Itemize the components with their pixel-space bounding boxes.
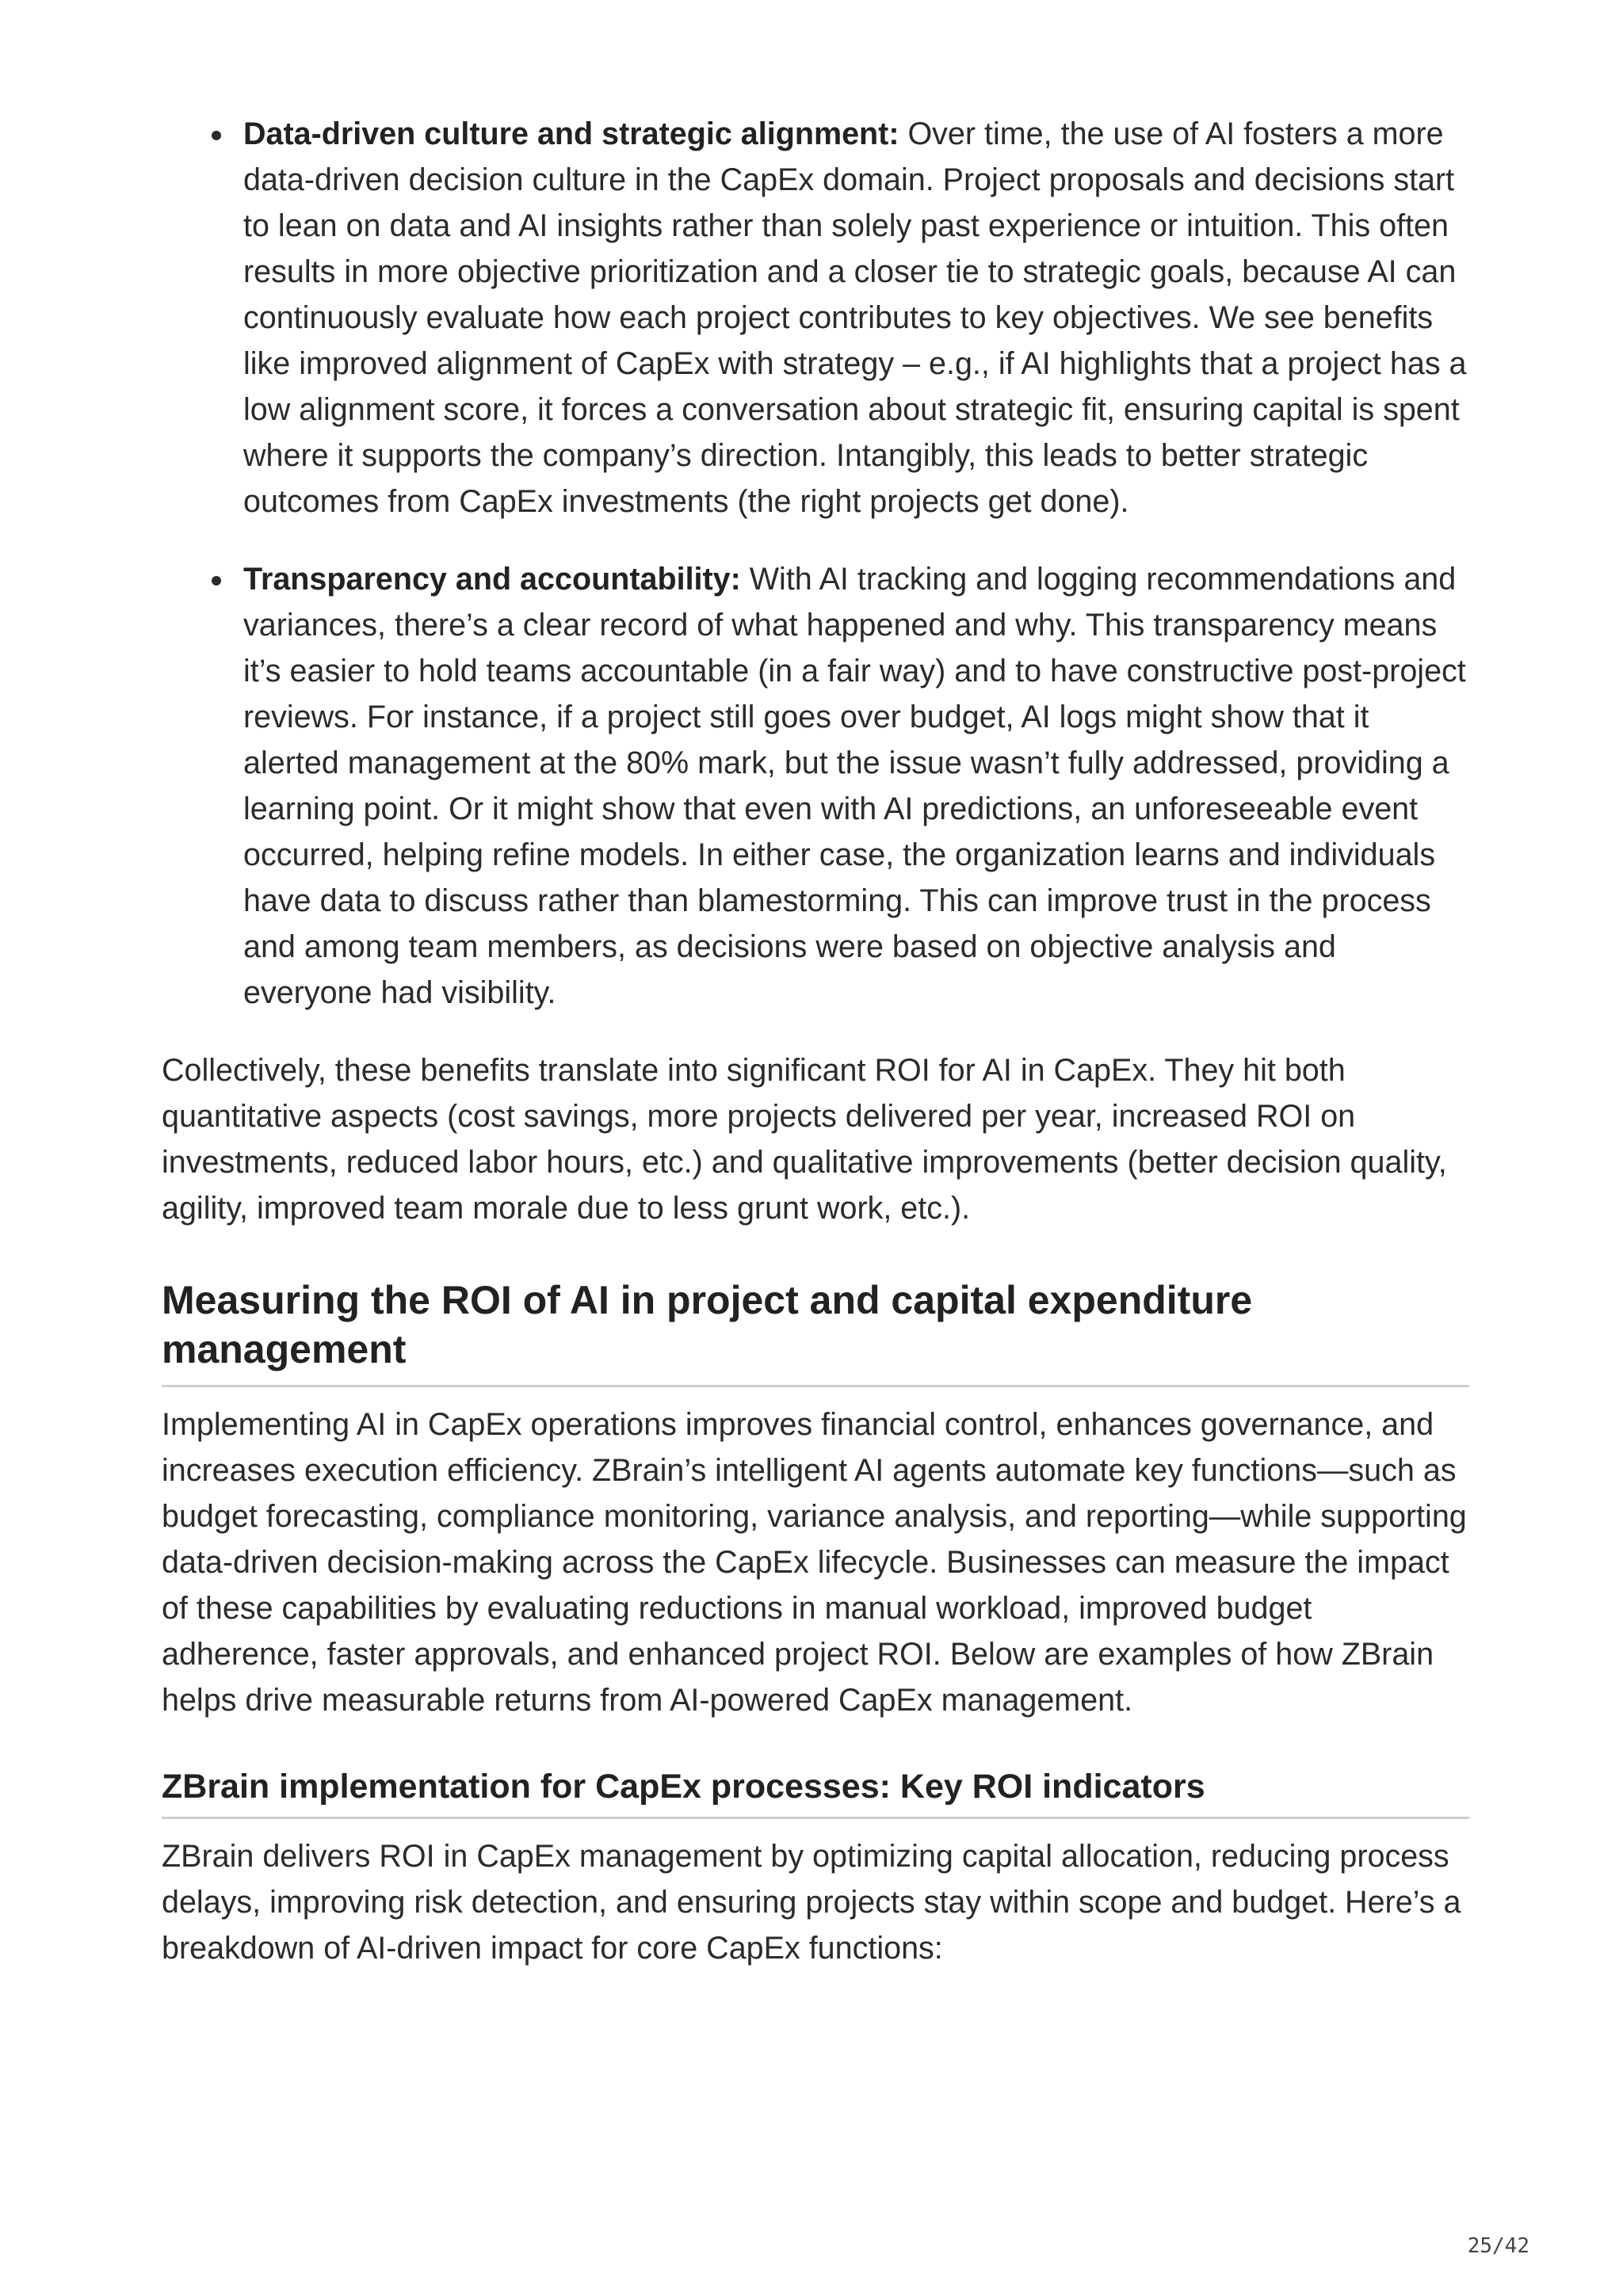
subsection-paragraph: ZBrain delivers ROI in CapEx management by optimizing capital allocation, reducing process delays, improving risk detection, and ensuring projects stay within scope and budget. Here’s a breakdown of AI-driven impact for core CapEx functions: bbox=[162, 1839, 1461, 1966]
section-heading: Measuring the ROI of AI in project and capital expenditure management bbox=[162, 1276, 1469, 1387]
list-item bbox=[243, 556, 1469, 1016]
bullet-icon bbox=[212, 131, 221, 140]
list-item-title: Data-driven culture and strategic alignment: bbox=[243, 116, 899, 151]
list-item-text: With AI tracking and logging recommendations and variances, there’s a clear record of what happened and why. This transparency means it’s easier to hold teams accountable (in a fair way) and to have constructive post-project reviews. For instance, if a project still goes over budget, AI logs might show that it alerted management at the 80% mark, but the issue wasn’t fully addressed, providing a learning point. Or it might show that even with AI predictions, an unforeseeable event occurred, helping refine models. In either case, the organization learns and individuals have data to discuss rather than blamestorming. This can improve trust in the process and among team members, as decisions were based on objective analysis and everyone had visibility. bbox=[243, 562, 1466, 1010]
list-item-text: Over time, the use of AI fosters a more data-driven decision culture in the CapEx domain. Project proposals and decisions start to lean on data and AI insights rather than solely past experience or intuition. This often results in more objective prioritization and a closer tie to strategic goals, because AI can continuously evaluate how each project contributes to key objectives. We see benefits like improved alignment of CapEx with strategy – e.g., if AI highlights that a project has a low alignment score, it forces a conversation about strategic fit, ensuring capital is spent where it supports the company’s direction. Intangibly, this leads to better strategic outcomes from CapEx investments (the right projects get done). bbox=[243, 116, 1467, 519]
benefits-list bbox=[162, 111, 1469, 1016]
list-item-title: Transparency and accountability: bbox=[243, 562, 741, 597]
page-number: 25/42 bbox=[1467, 2234, 1529, 2258]
closing-paragraph: Collectively, these benefits translate into significant ROI for AI in CapEx. They hit both quantitative aspects (cost savings, more projects delivered per year, increased ROI on investments, reduced labor hours, etc.) and qualitative improvements (better decision quality, agility, improved team morale due to less grunt work, etc.). bbox=[162, 1053, 1447, 1226]
subsection-heading: ZBrain implementation for CapEx processes: Key ROI indicators bbox=[162, 1764, 1469, 1819]
section-paragraph: Implementing AI in CapEx operations improves financial control, enhances governance, and increases execution efficiency. ZBrain’s intelligent AI agents automate key functions—such as budget forecasting, compliance monitoring, variance analysis, and reporting—while supporting data-driven decision-making across the CapEx lifecycle. Businesses can measure the impact of these capabilities by evaluating reductions in manual workload, improved budget adherence, faster approvals, and enhanced project ROI. Below are examples of how ZBrain helps drive measurable returns from AI-powered CapEx management. bbox=[162, 1407, 1467, 1718]
bullet-icon bbox=[212, 576, 221, 585]
document-page bbox=[162, 111, 1469, 1971]
list-item bbox=[243, 111, 1469, 524]
